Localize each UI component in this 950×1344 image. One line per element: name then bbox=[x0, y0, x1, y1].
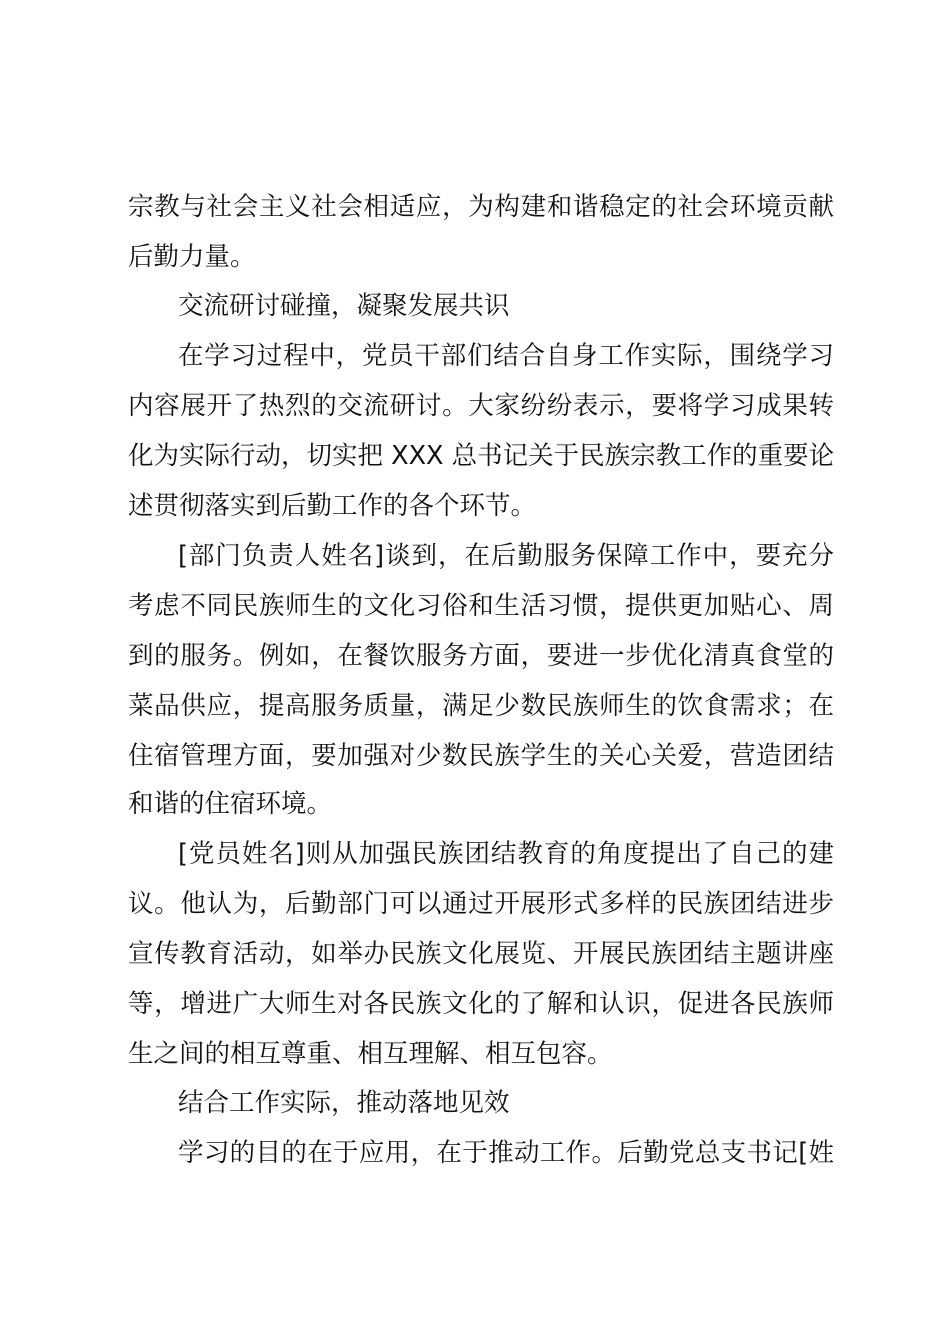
section-heading: 交流研讨碰撞，凝聚发展共识 bbox=[178, 291, 510, 321]
paragraph-line: 到的服务。例如，在餐饮服务方面，要进一步优化清真食堂的 bbox=[128, 641, 834, 671]
paragraph-line: 后勤力量。 bbox=[128, 242, 256, 272]
paragraph-line: 学习的目的在于应用，在于推动工作。后勤党总支书记[姓 bbox=[178, 1138, 834, 1168]
paragraph-line: 宣传教育活动，如举办民族文化展览、开展民族团结主题讲座 bbox=[128, 939, 834, 969]
paragraph-line: 宗教与社会主义社会相适应，为构建和谐稳定的社会环境贡献 bbox=[128, 192, 834, 222]
paragraph-line: 述贯彻落实到后勤工作的各个环节。 bbox=[128, 491, 537, 521]
paragraph-line: 等，增进广大师生对各民族文化的了解和认识，促进各民族师 bbox=[128, 989, 834, 1019]
paragraph-line: 在学习过程中，党员干部们结合自身工作实际，围绕学习 bbox=[178, 341, 834, 371]
paragraph-line: 住宿管理方面，要加强对少数民族学生的关心关爱，营造团结 bbox=[128, 741, 834, 771]
paragraph-line: [部门负责人姓名]谈到，在后勤服务保障工作中，要充分 bbox=[178, 541, 834, 571]
paragraph-line: 议。他认为，后勤部门可以通过开展形式多样的民族团结进步 bbox=[128, 889, 834, 919]
paragraph-line: 和谐的住宿环境。 bbox=[128, 789, 333, 819]
paragraph-line: 生之间的相互尊重、相互理解、相互包容。 bbox=[128, 1039, 613, 1069]
paragraph-line: [党员姓名]则从加强民族团结教育的角度提出了自己的建 bbox=[178, 839, 834, 869]
paragraph-line: 内容展开了热烈的交流研讨。大家纷纷表示，要将学习成果转 bbox=[128, 391, 834, 421]
paragraph-line: 考虑不同民族师生的文化习俗和生活习惯，提供更加贴心、周 bbox=[128, 591, 834, 621]
paragraph-line: 菜品供应，提高服务质量，满足少数民族师生的饮食需求；在 bbox=[128, 691, 834, 721]
paragraph-line: 化为实际行动，切实把 XXX 总书记关于民族宗教工作的重要论 bbox=[128, 441, 834, 471]
section-heading: 结合工作实际，推动落地见效 bbox=[178, 1088, 510, 1118]
